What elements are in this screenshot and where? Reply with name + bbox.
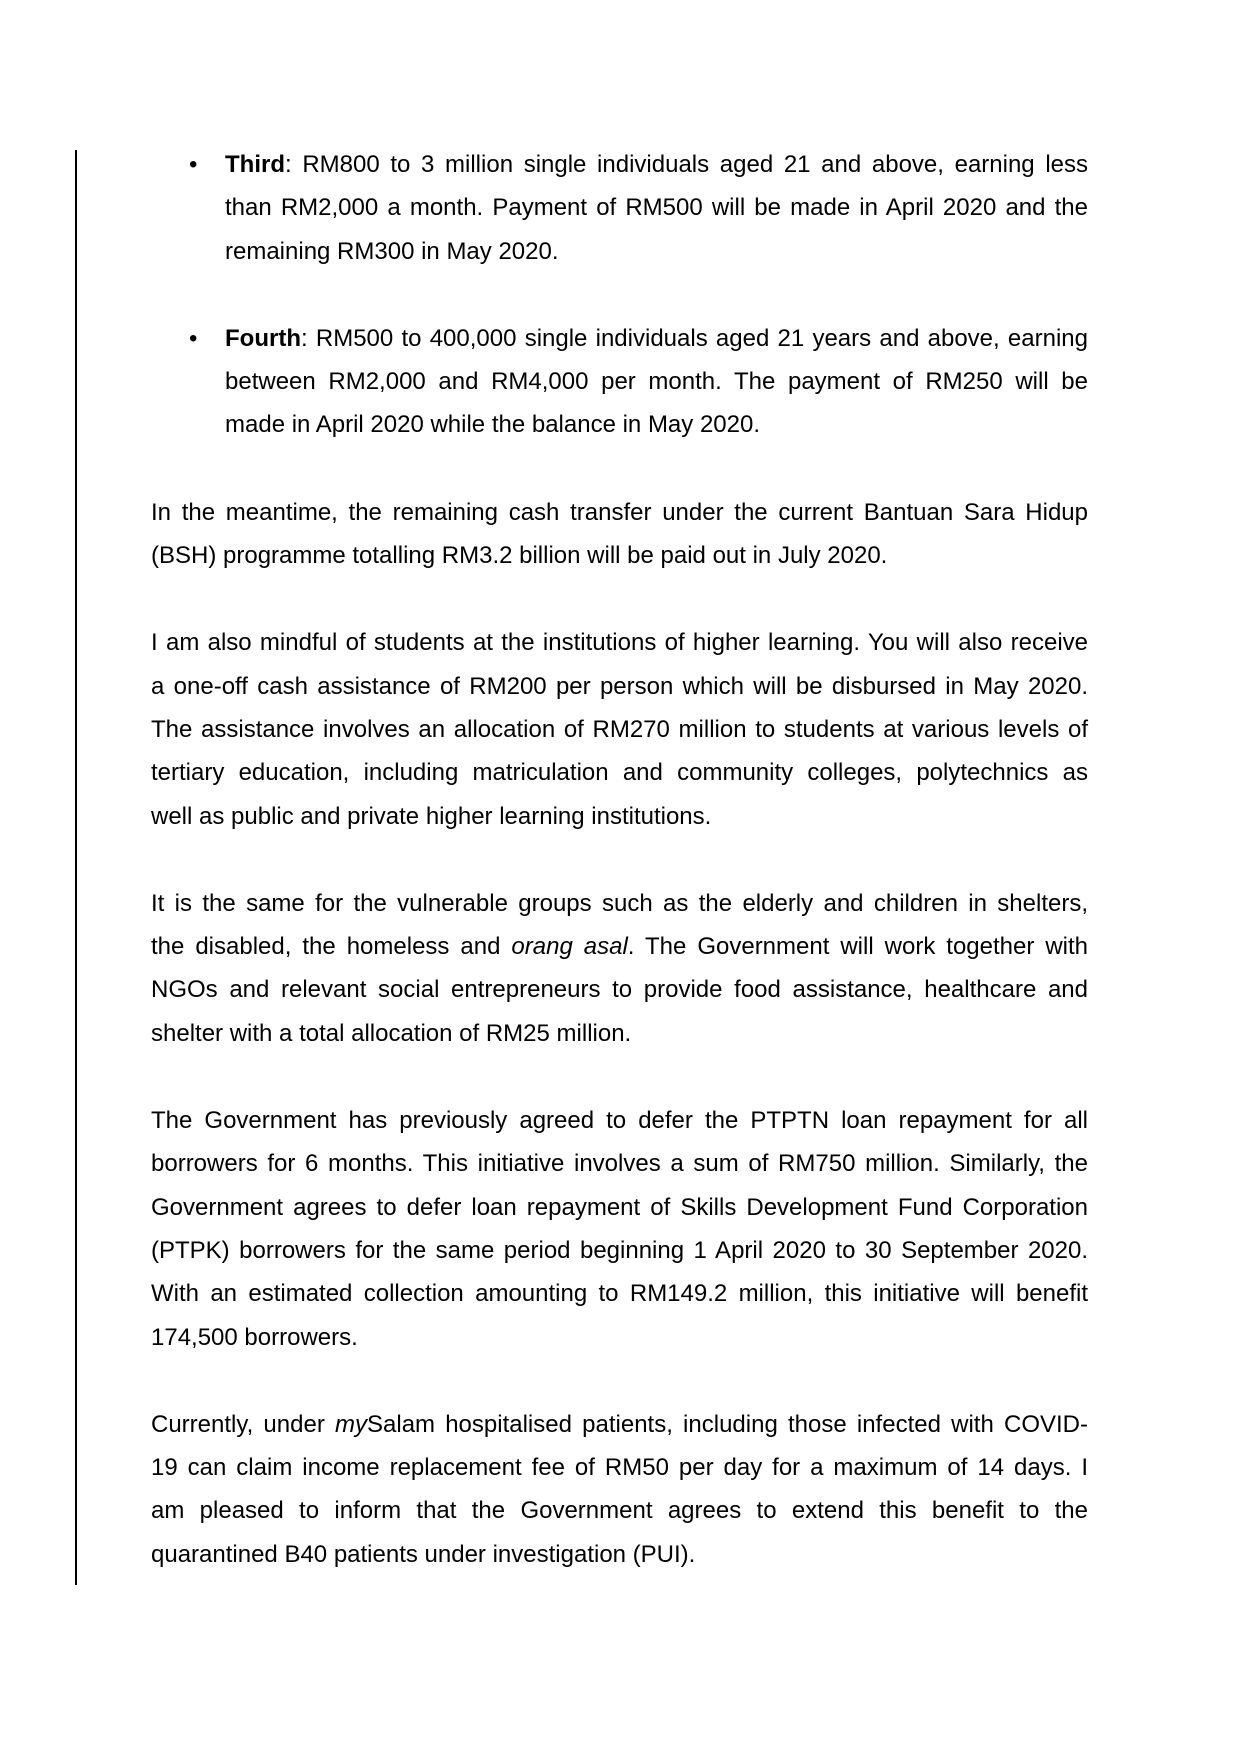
text-line: made in April 2020 while the balance in May 2020. — [225, 411, 761, 439]
bullet-item-fourth — [151, 317, 1088, 447]
bullet-label: Fourth — [225, 324, 301, 352]
text-line: than RM2,000 a month. Payment of RM500 will be made in April 2020 and the — [225, 194, 1088, 222]
text-line: between RM2,000 and RM4,000 per month. The payment of RM250 will be — [225, 368, 1088, 396]
text-line: In the meantime, the remaining cash transfer under the current Bantuan Sara Hidup — [151, 498, 1088, 526]
paragraph-vulnerable-groups — [151, 882, 1088, 1055]
text-line: 174,500 borrowers. — [151, 1323, 358, 1351]
text-line: Currently, under mySalam hospitalised patients, including those infected with COVID- — [151, 1410, 1088, 1438]
paragraph-students — [151, 621, 1088, 837]
text-line: The assistance involves an allocation of RM270 million to students at various levels of — [151, 715, 1088, 743]
text-line: 19 can claim income replacement fee of RM50 per day for a maximum of 14 days. I — [151, 1454, 1088, 1482]
bullet-icon: • — [189, 324, 198, 352]
paragraph-bsh — [151, 491, 1088, 578]
text-line: The Government has previously agreed to defer the PTPTN loan repayment for all — [151, 1107, 1088, 1135]
margin-change-bar — [75, 150, 77, 1585]
paragraph-mysalam — [151, 1403, 1088, 1576]
text-line: well as public and private higher learning institutions. — [151, 802, 712, 830]
paragraph-ptptn — [151, 1099, 1088, 1359]
text-line: borrowers for 6 months. This initiative involves a sum of RM750 million. Similarly, the — [151, 1150, 1088, 1178]
text-line: (PTPK) borrowers for the same period beginning 1 April 2020 to 30 September 2020. — [151, 1236, 1088, 1264]
text-line: I am also mindful of students at the institutions of higher learning. You will also receive — [151, 629, 1088, 657]
italic-term: orang asal — [511, 933, 628, 961]
text-line: a one-off cash assistance of RM200 per person which will be disbursed in May 2020. — [151, 672, 1088, 700]
text-line: the disabled, the homeless and orang asal. The Government will work together with — [151, 933, 1089, 961]
bullet-item-third — [151, 143, 1088, 273]
document-body — [151, 143, 1088, 1576]
bullet-icon: • — [189, 151, 198, 178]
text-line: With an estimated collection amounting to RM149.2 million, this initiative will benefit — [151, 1280, 1088, 1308]
text-line: tertiary education, including matriculation and community colleges, polytechnics as — [151, 759, 1088, 787]
text-line: remaining RM300 in May 2020. — [225, 237, 559, 265]
text-line: shelter with a total allocation of RM25 million. — [151, 1019, 632, 1047]
text-line: (BSH) programme totalling RM3.2 billion will be paid out in July 2020. — [151, 542, 888, 570]
text-line: am pleased to inform that the Government agrees to extend this benefit to the — [151, 1497, 1088, 1525]
text-line: It is the same for the vulnerable groups such as the elderly and children in shelters, — [151, 889, 1088, 917]
text-line: NGOs and relevant social entrepreneurs to provide food assistance, healthcare and — [151, 976, 1088, 1004]
text-line: Fourth: RM500 to 400,000 single individuals aged 21 years and above, earning — [225, 324, 1088, 352]
text-line: quarantined B40 patients under investigation (PUI). — [151, 1540, 696, 1568]
text-line: Government agrees to defer loan repayment of Skills Development Fund Corporation — [151, 1193, 1088, 1221]
bullet-label: Third — [225, 151, 285, 178]
italic-term: my — [335, 1410, 367, 1438]
text-line: Third: RM800 to 3 million single individuals aged 21 and above, earning less — [225, 151, 1088, 178]
